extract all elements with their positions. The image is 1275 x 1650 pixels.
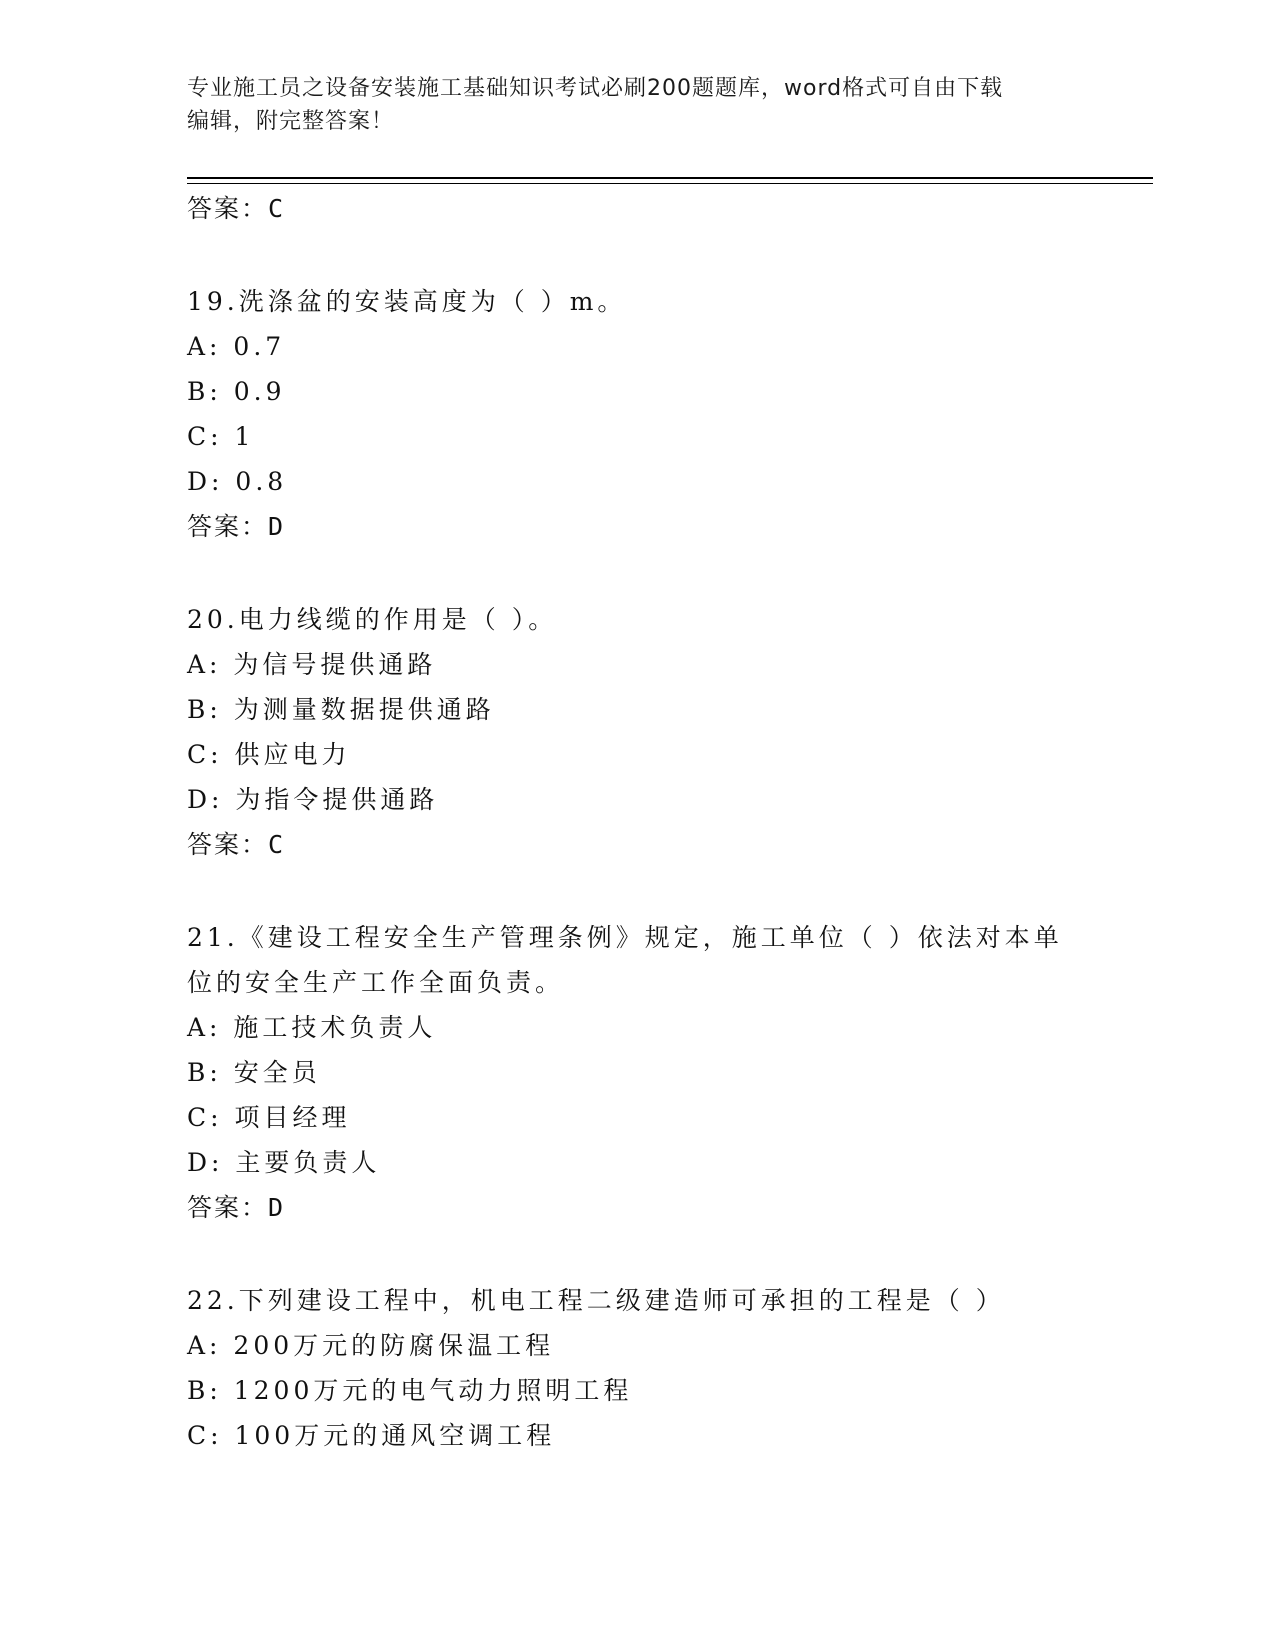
question-text: 19.洗涤盆的安装高度为（ ）m。 (187, 287, 627, 316)
answer: 答案：D (187, 512, 286, 541)
option-d: D: 主要负责人 (187, 1148, 381, 1177)
spacer (187, 549, 1087, 597)
question-19 (187, 279, 1087, 549)
option-c: C: 供应电力 (187, 740, 351, 769)
question-text: 22.下列建设工程中，机电工程二级建造师可承担的工程是（ ） (187, 1286, 1005, 1315)
document-header (187, 72, 1067, 138)
option-d: D: 为指令提供通路 (187, 785, 439, 814)
spacer (187, 231, 1087, 279)
option-c: C: 项目经理 (187, 1103, 351, 1132)
question-text: 21.《建设工程安全生产管理条例》规定，施工单位（ ）依法对本单位的安全生产工作全面负责。 (187, 923, 1063, 997)
question-list (187, 186, 1087, 1458)
spacer (187, 867, 1087, 915)
option-b: B: 0.9 (187, 377, 286, 406)
answer: 答案：D (187, 1193, 286, 1222)
question-22 (187, 1278, 1087, 1458)
question-text: 20.电力线缆的作用是（ ）。 (187, 605, 558, 634)
option-b: B: 1200万元的电气动力照明工程 (187, 1376, 633, 1405)
spacer (187, 1230, 1087, 1278)
answer: 答案：C (187, 830, 286, 859)
option-d: D: 0.8 (187, 467, 288, 496)
question-21 (187, 915, 1087, 1230)
option-a: A: 0.7 (187, 332, 286, 361)
option-c: C: 1 (187, 422, 255, 451)
option-b: B: 为测量数据提供通路 (187, 695, 495, 724)
option-c: C: 100万元的通风空调工程 (187, 1421, 556, 1450)
header-divider-thin (187, 183, 1153, 184)
header-title-line-2: 编辑，附完整答案！ (187, 109, 395, 134)
option-a: A: 200万元的防腐保温工程 (187, 1331, 555, 1360)
header-divider-thick (187, 177, 1153, 179)
option-b: B: 安全员 (187, 1058, 321, 1087)
previous-answer: 答案：C (187, 194, 286, 223)
option-a: A: 施工技术负责人 (187, 1013, 437, 1042)
option-a: A: 为信号提供通路 (187, 650, 437, 679)
header-title-line-1: 专业施工员之设备安装施工基础知识考试必刷200题题库，word格式可自由下载 (187, 76, 1004, 101)
question-20 (187, 597, 1087, 867)
